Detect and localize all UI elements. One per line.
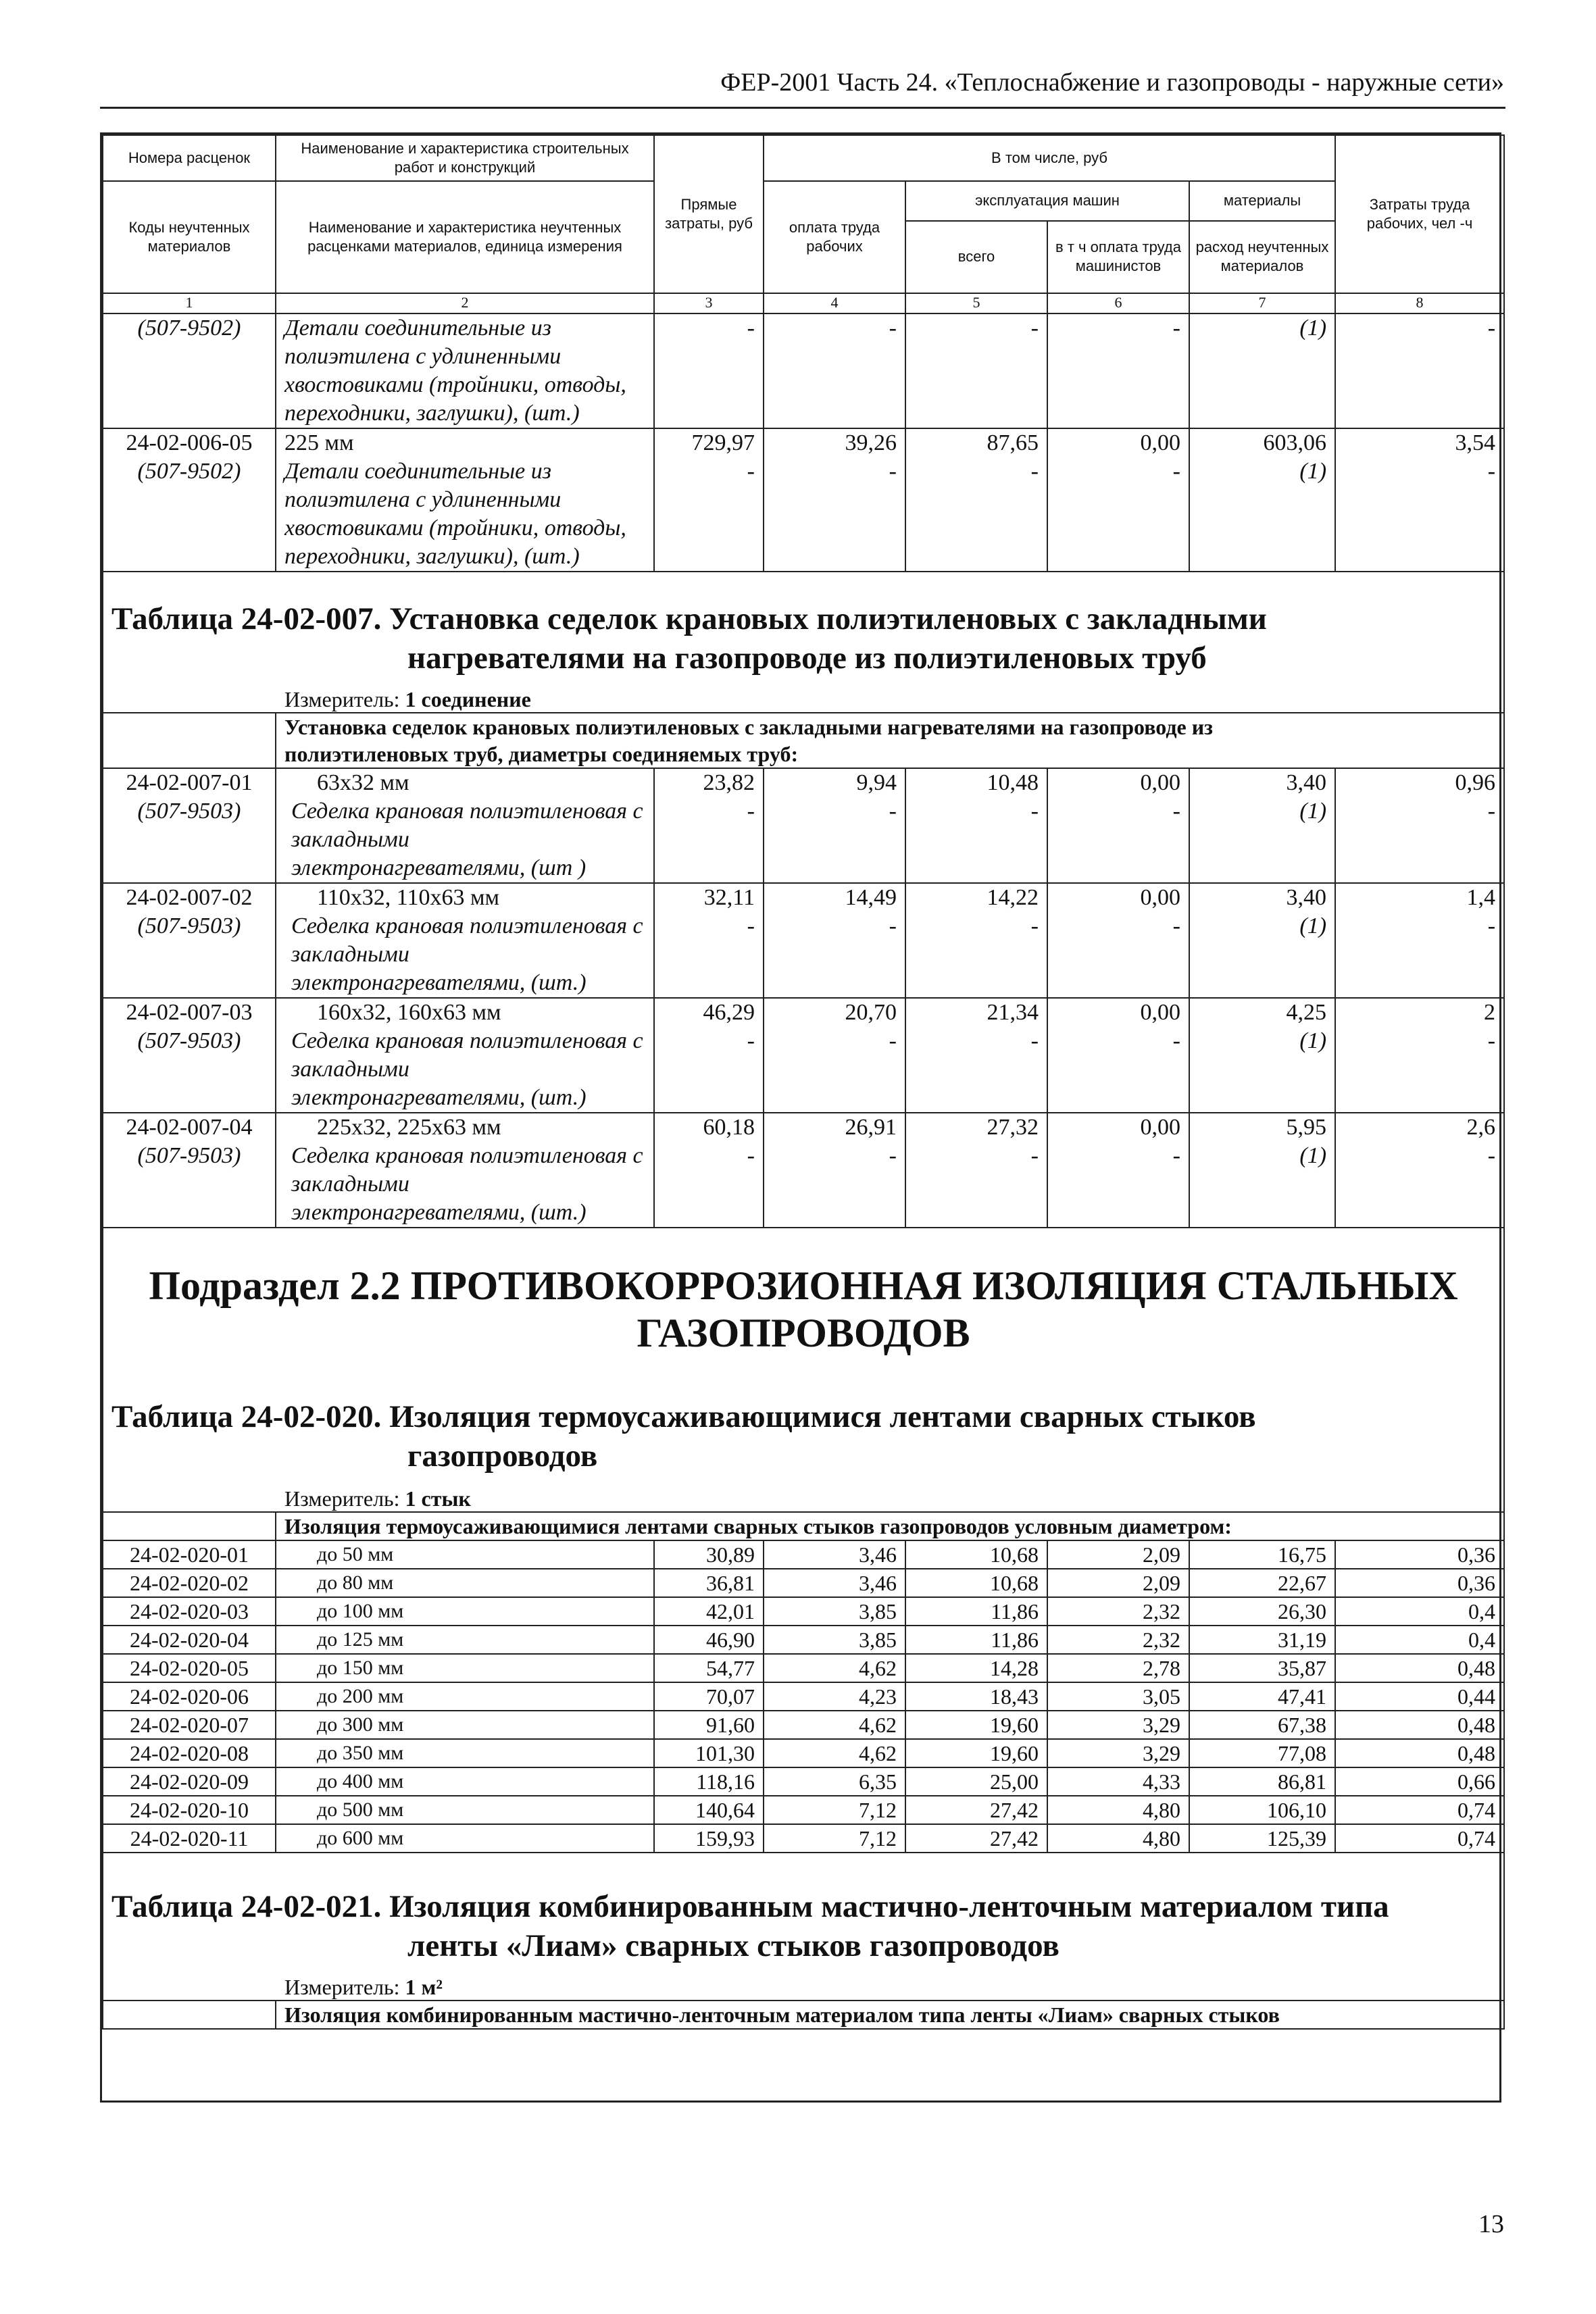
work-name: до 500 мм: [276, 1796, 654, 1824]
value-cell: 0,74: [1335, 1796, 1504, 1824]
subsection-heading: [103, 1228, 1504, 1512]
header-col3: Прямые затраты, руб: [654, 135, 764, 293]
value-cell: 22,67: [1189, 1569, 1335, 1597]
work-name: до 125 мм: [276, 1626, 654, 1654]
rate-code: 24-02-020-08: [103, 1739, 276, 1767]
value-cell: 91,60: [654, 1711, 764, 1739]
table-row: [103, 883, 1504, 912]
value-cell: 20,70: [764, 998, 905, 1027]
header-col7: расход неучтенных материалов: [1189, 221, 1335, 293]
table-row: [103, 457, 1504, 572]
header-group: В том числе, руб: [764, 135, 1335, 181]
work-name: до 150 мм: [276, 1654, 654, 1682]
value-cell: 26,30: [1189, 1597, 1335, 1626]
value-cell: -: [905, 1027, 1047, 1113]
value-cell: 67,38: [1189, 1711, 1335, 1739]
value-cell: 3,46: [764, 1540, 905, 1569]
value-cell: 125,39: [1189, 1824, 1335, 1853]
value-cell: 5,95: [1189, 1113, 1335, 1142]
table-row: [103, 1113, 1504, 1142]
material-name: Седелка крановая полиэтиленовая с закладными электронагревателями, (шт.): [276, 912, 654, 998]
material-code: (507-9502): [103, 457, 276, 572]
span-line: Установка седелок крановых полиэтиленовых с закладными нагревателями на газопроводе из: [284, 715, 1214, 739]
value-cell: 3,05: [1047, 1682, 1189, 1711]
value-cell: 19,60: [905, 1739, 1047, 1767]
value-cell: 0,96: [1335, 768, 1504, 797]
value-cell: 4,62: [764, 1654, 905, 1682]
rate-code: 24-02-020-07: [103, 1711, 276, 1739]
work-name: до 350 мм: [276, 1739, 654, 1767]
meter-label: Измеритель:: [284, 1486, 405, 1511]
value-cell: -: [654, 912, 764, 998]
value-cell: 47,41: [1189, 1682, 1335, 1711]
rate-code: 24-02-020-06: [103, 1682, 276, 1711]
span-line: Изоляция термоусаживающимися лентами сварных стыков газопроводов условным диаметром:: [284, 1514, 1232, 1538]
col-number: 6: [1047, 293, 1189, 313]
value-cell: 2: [1335, 998, 1504, 1027]
value-cell: 46,90: [654, 1626, 764, 1654]
value-cell: 2,09: [1047, 1540, 1189, 1569]
page-number: 13: [1478, 2210, 1504, 2238]
value-cell: 2,09: [1047, 1569, 1189, 1597]
work-name: до 600 мм: [276, 1824, 654, 1853]
table-row: [103, 1767, 1504, 1796]
value-cell: -: [905, 313, 1047, 428]
col-number: 3: [654, 293, 764, 313]
value-cell: 25,00: [905, 1767, 1047, 1796]
value-cell: 10,68: [905, 1569, 1047, 1597]
material-name: Седелка крановая полиэтиленовая с закладными электронагревателями, (шт.): [276, 1027, 654, 1113]
value-cell: (1): [1189, 457, 1335, 572]
table-row: [103, 1027, 1504, 1113]
value-cell: -: [905, 457, 1047, 572]
rate-code: 24-02-006-05: [103, 428, 276, 457]
work-name: 63х32 мм: [276, 768, 654, 797]
table-007-meter: [111, 687, 1495, 712]
value-cell: -: [905, 797, 1047, 883]
header-col8: Затраты труда рабочих, чел -ч: [1335, 135, 1504, 293]
table-row: [103, 1142, 1504, 1228]
value-cell: (1): [1189, 797, 1335, 883]
value-cell: -: [654, 313, 764, 428]
rate-code: 24-02-020-09: [103, 1767, 276, 1796]
value-cell: 3,54: [1335, 428, 1504, 457]
table-row: [103, 1796, 1504, 1824]
value-cell: 603,06: [1189, 428, 1335, 457]
value-cell: 70,07: [654, 1682, 764, 1711]
value-cell: 0,44: [1335, 1682, 1504, 1711]
table-020-body: [103, 1540, 1504, 1853]
value-cell: 0,4: [1335, 1597, 1504, 1626]
value-cell: 4,33: [1047, 1767, 1189, 1796]
work-name: 110х32, 110х63 мм: [276, 883, 654, 912]
value-cell: -: [1335, 912, 1504, 998]
value-cell: -: [764, 797, 905, 883]
value-cell: 0,00: [1047, 1113, 1189, 1142]
table-row: [103, 1739, 1504, 1767]
value-cell: -: [905, 912, 1047, 998]
header-col6: в т ч оплата труда машинистов: [1047, 221, 1189, 293]
value-cell: 10,48: [905, 768, 1047, 797]
value-cell: (1): [1189, 912, 1335, 998]
value-cell: 26,91: [764, 1113, 905, 1142]
value-cell: 7,12: [764, 1824, 905, 1853]
value-cell: 36,81: [654, 1569, 764, 1597]
value-cell: -: [764, 1027, 905, 1113]
table-021-title-line2: ленты «Лиам» сварных стыков газопроводов: [407, 1928, 1059, 1963]
material-name: Детали соединительные из полиэтилена с удлиненными хвостовиками (тройники, отводы, переходники, заглушки), (шт.): [276, 457, 654, 572]
value-cell: 1,4: [1335, 883, 1504, 912]
value-cell: 31,19: [1189, 1626, 1335, 1654]
work-name: до 50 мм: [276, 1540, 654, 1569]
value-cell: -: [1335, 1142, 1504, 1228]
table-021-title-line1: Таблица 24-02-021. Изоляция комбинированным мастично-ленточным материалом типа: [111, 1889, 1389, 1924]
header-col2-bottom: Наименование и характеристика неучтенных расценками материалов, единица измерения: [276, 181, 654, 293]
value-cell: 0,00: [1047, 998, 1189, 1027]
value-cell: 3,40: [1189, 768, 1335, 797]
value-cell: -: [764, 313, 905, 428]
rate-code: 24-02-020-11: [103, 1824, 276, 1853]
table-row: [103, 1824, 1504, 1853]
value-cell: 0,00: [1047, 768, 1189, 797]
table-021-meter: [111, 1975, 1495, 2000]
meter-label: Измеритель:: [284, 1975, 405, 1999]
value-cell: 27,42: [905, 1824, 1047, 1853]
table-021-span-heading: [276, 2001, 1504, 2029]
value-cell: 2,78: [1047, 1654, 1189, 1682]
value-cell: 11,86: [905, 1597, 1047, 1626]
work-name: до 100 мм: [276, 1597, 654, 1626]
material-name: Детали соединительные из полиэтилена с удлиненными хвостовиками (тройники, отводы, переходники, заглушки), (шт.): [276, 313, 654, 428]
rate-code: 24-02-007-04: [103, 1113, 276, 1142]
value-cell: -: [1335, 1027, 1504, 1113]
rates-table: [102, 134, 1505, 2030]
meter-value: 1 м²: [405, 1975, 443, 1999]
value-cell: -: [764, 457, 905, 572]
value-cell: -: [1047, 1027, 1189, 1113]
span-line: Изоляция комбинированным мастично-ленточным материалом типа ленты «Лиам» сварных стыков: [284, 2003, 1280, 2027]
value-cell: 30,89: [654, 1540, 764, 1569]
value-cell: 118,16: [654, 1767, 764, 1796]
value-cell: 77,08: [1189, 1739, 1335, 1767]
value-cell: (1): [1189, 1027, 1335, 1113]
header-machines: эксплуатация машин: [905, 181, 1189, 221]
value-cell: 4,23: [764, 1682, 905, 1711]
value-cell: 4,80: [1047, 1796, 1189, 1824]
value-cell: -: [1047, 797, 1189, 883]
meter-value: 1 стык: [405, 1486, 471, 1511]
header-col4: оплата труда рабочих: [764, 181, 905, 293]
table-row: [103, 797, 1504, 883]
work-name: до 300 мм: [276, 1711, 654, 1739]
value-cell: (1): [1189, 1142, 1335, 1228]
work-name: до 200 мм: [276, 1682, 654, 1711]
header-materials: материалы: [1189, 181, 1335, 221]
value-cell: 729,97: [654, 428, 764, 457]
value-cell: 0,74: [1335, 1824, 1504, 1853]
value-cell: -: [1047, 457, 1189, 572]
rate-code: 24-02-020-01: [103, 1540, 276, 1569]
value-cell: -: [654, 1027, 764, 1113]
header-rule: [100, 107, 1505, 109]
value-cell: 2,32: [1047, 1597, 1189, 1626]
value-cell: 3,29: [1047, 1711, 1189, 1739]
table-007-title: [103, 572, 1504, 713]
material-code: (507-9502): [103, 313, 276, 428]
table-020-title-line2: газопроводов: [407, 1438, 598, 1474]
value-cell: 86,81: [1189, 1767, 1335, 1796]
material-name: Седелка крановая полиэтиленовая с закладными электронагревателями, (шт ): [276, 797, 654, 883]
value-cell: 0,48: [1335, 1654, 1504, 1682]
rate-code: 24-02-020-05: [103, 1654, 276, 1682]
subsection-line1: Подраздел 2.2 ПРОТИВОКОРРОЗИОННАЯ ИЗОЛЯЦИЯ СТАЛЬНЫХ: [149, 1263, 1458, 1308]
value-cell: 14,22: [905, 883, 1047, 912]
value-cell: -: [1047, 912, 1189, 998]
table-row: [103, 313, 1504, 428]
table-007-span-heading: [276, 713, 1504, 768]
table-007-title-line2: нагревателями на газопроводе из полиэтиленовых труб: [407, 640, 1207, 676]
col-number: 7: [1189, 293, 1335, 313]
value-cell: 46,29: [654, 998, 764, 1027]
col-number: 5: [905, 293, 1047, 313]
table-row: [103, 1654, 1504, 1682]
value-cell: -: [654, 457, 764, 572]
value-cell: 140,64: [654, 1796, 764, 1824]
header-col1-bottom: Коды неучтенных материалов: [103, 181, 276, 293]
span-line: полиэтиленовых труб, диаметры соединяемых труб:: [284, 742, 799, 766]
value-cell: 2,6: [1335, 1113, 1504, 1142]
table-020-title-line1: Таблица 24-02-020. Изоляция термоусаживающимися лентами сварных стыков: [111, 1399, 1256, 1434]
table-020-span-heading: [276, 1512, 1504, 1540]
rate-code: 24-02-020-10: [103, 1796, 276, 1824]
value-cell: -: [1335, 457, 1504, 572]
subsection-line2: ГАЗОПРОВОДОВ: [637, 1311, 970, 1355]
material-code: (507-9503): [103, 1142, 276, 1228]
material-code: (507-9503): [103, 797, 276, 883]
value-cell: 3,85: [764, 1597, 905, 1626]
table-row: [103, 1711, 1504, 1739]
value-cell: -: [764, 1142, 905, 1228]
value-cell: 0,36: [1335, 1569, 1504, 1597]
work-name: 225х32, 225х63 мм: [276, 1113, 654, 1142]
col-number: 2: [276, 293, 654, 313]
value-cell: 106,10: [1189, 1796, 1335, 1824]
value-cell: 16,75: [1189, 1540, 1335, 1569]
value-cell: 4,80: [1047, 1824, 1189, 1853]
rate-code: 24-02-007-02: [103, 883, 276, 912]
table-row: [103, 1682, 1504, 1711]
table-row: [103, 428, 1504, 457]
value-cell: -: [1335, 797, 1504, 883]
work-name: 160х32, 160х63 мм: [276, 998, 654, 1027]
value-cell: 0,00: [1047, 428, 1189, 457]
header-col2-top: Наименование и характеристика строительных работ и конструкций: [276, 135, 654, 181]
page-frame: [100, 132, 1501, 2103]
rate-code: 24-02-007-03: [103, 998, 276, 1027]
rate-code: 24-02-020-03: [103, 1597, 276, 1626]
table-row: [103, 1540, 1504, 1569]
value-cell: 19,60: [905, 1711, 1047, 1739]
value-cell: 2,32: [1047, 1626, 1189, 1654]
value-cell: 4,62: [764, 1739, 905, 1767]
value-cell: 0,36: [1335, 1540, 1504, 1569]
col-number: 4: [764, 293, 905, 313]
rate-code: 24-02-020-04: [103, 1626, 276, 1654]
col-number: 8: [1335, 293, 1504, 313]
table-row: [103, 768, 1504, 797]
value-cell: 3,29: [1047, 1739, 1189, 1767]
value-cell: 11,86: [905, 1626, 1047, 1654]
value-cell: 54,77: [654, 1654, 764, 1682]
table-row: [103, 1626, 1504, 1654]
value-cell: 4,25: [1189, 998, 1335, 1027]
value-cell: 4,62: [764, 1711, 905, 1739]
value-cell: 101,30: [654, 1739, 764, 1767]
value-cell: -: [1335, 313, 1504, 428]
table-row: [103, 1597, 1504, 1626]
value-cell: 18,43: [905, 1682, 1047, 1711]
value-cell: -: [654, 797, 764, 883]
value-cell: 35,87: [1189, 1654, 1335, 1682]
value-cell: 3,46: [764, 1569, 905, 1597]
value-cell: 159,93: [654, 1824, 764, 1853]
value-cell: 0,66: [1335, 1767, 1504, 1796]
value-cell: 23,82: [654, 768, 764, 797]
value-cell: 3,85: [764, 1626, 905, 1654]
value-cell: -: [1047, 1142, 1189, 1228]
meter-label: Измеритель:: [284, 687, 405, 711]
value-cell: 10,68: [905, 1540, 1047, 1569]
table-007-title-line1: Таблица 24-02-007. Установка седелок крановых полиэтиленовых с закладными: [111, 601, 1267, 636]
rate-code: 24-02-020-02: [103, 1569, 276, 1597]
value-cell: 60,18: [654, 1113, 764, 1142]
header-col5: всего: [905, 221, 1047, 293]
value-cell: (1): [1189, 313, 1335, 428]
value-cell: 0,48: [1335, 1711, 1504, 1739]
value-cell: -: [1047, 313, 1189, 428]
col-number: 1: [103, 293, 276, 313]
value-cell: 7,12: [764, 1796, 905, 1824]
table-row: [103, 912, 1504, 998]
value-cell: -: [654, 1142, 764, 1228]
work-name: до 400 мм: [276, 1767, 654, 1796]
value-cell: 0,48: [1335, 1739, 1504, 1767]
meter-value: 1 соединение: [405, 687, 531, 711]
value-cell: 0,4: [1335, 1626, 1504, 1654]
table-row: [103, 998, 1504, 1027]
material-name: Седелка крановая полиэтиленовая с закладными электронагревателями, (шт.): [276, 1142, 654, 1228]
value-cell: 3,40: [1189, 883, 1335, 912]
rate-code: 24-02-007-01: [103, 768, 276, 797]
table-row: [103, 1569, 1504, 1597]
work-name: до 80 мм: [276, 1569, 654, 1597]
value-cell: -: [764, 912, 905, 998]
value-cell: 14,49: [764, 883, 905, 912]
material-code: (507-9503): [103, 1027, 276, 1113]
table-021-title: [103, 1853, 1504, 2001]
table-007-body: [103, 768, 1504, 1228]
value-cell: -: [905, 1142, 1047, 1228]
value-cell: 32,11: [654, 883, 764, 912]
value-cell: 9,94: [764, 768, 905, 797]
table-020-meter: [111, 1486, 1495, 1511]
value-cell: 42,01: [654, 1597, 764, 1626]
header-col1-top: Номера расценок: [103, 135, 276, 181]
value-cell: 27,32: [905, 1113, 1047, 1142]
value-cell: 21,34: [905, 998, 1047, 1027]
material-code: (507-9503): [103, 912, 276, 998]
value-cell: 87,65: [905, 428, 1047, 457]
value-cell: 6,35: [764, 1767, 905, 1796]
value-cell: 27,42: [905, 1796, 1047, 1824]
value-cell: 14,28: [905, 1654, 1047, 1682]
value-cell: 39,26: [764, 428, 905, 457]
running-head: ФЕР-2001 Часть 24. «Теплоснабжение и газопроводы - наружные сети»: [720, 68, 1504, 97]
value-cell: 0,00: [1047, 883, 1189, 912]
work-name: 225 мм: [276, 428, 654, 457]
